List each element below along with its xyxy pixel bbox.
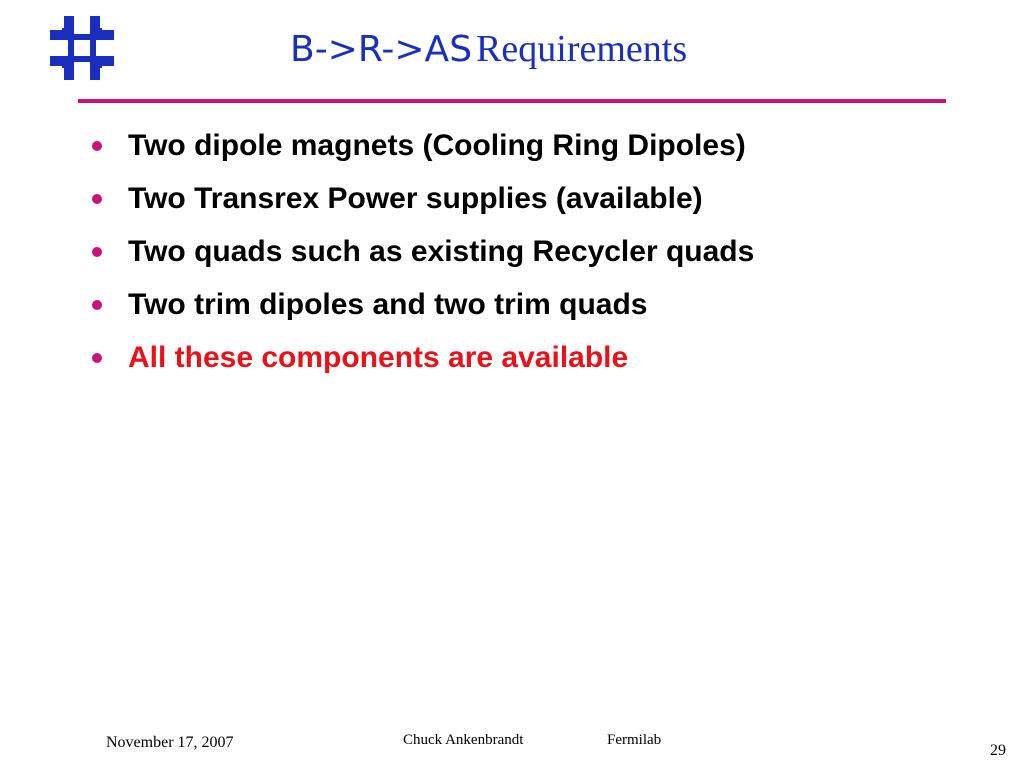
bullet-marker-icon [92,300,102,310]
bullet-item [90,172,754,225]
bullet-marker-icon [92,247,102,257]
bullet-item [90,119,754,172]
footer-author: Chuck Ankenbrandt [403,732,524,748]
bullet-item [90,278,754,331]
bullet-marker-icon [92,141,102,151]
bullet-text: Two dipole magnets (Cooling Ring Dipoles) [128,128,746,162]
fermilab-logo-icon [48,14,116,82]
footer-date: November 17, 2007 [106,734,234,751]
title-code: B->R->AS [290,29,473,70]
title-word: Requirements [476,28,688,70]
bullet-text: Two trim dipoles and two trim quads [128,287,648,321]
bullet-marker-icon [92,194,102,204]
bullet-marker-icon [92,353,102,363]
bullet-list [90,119,754,384]
bullet-text: All these components are available [128,340,629,374]
bullet-item-highlight [90,331,754,384]
page-number: 29 [990,742,1006,759]
footer-organization: Fermilab [607,732,662,748]
title-divider [78,99,946,103]
slide-title [290,30,687,68]
bullet-text: Two quads such as existing Recycler quads [128,234,755,268]
bullet-item [90,225,754,278]
bullet-text: Two Transrex Power supplies (available) [128,181,703,215]
